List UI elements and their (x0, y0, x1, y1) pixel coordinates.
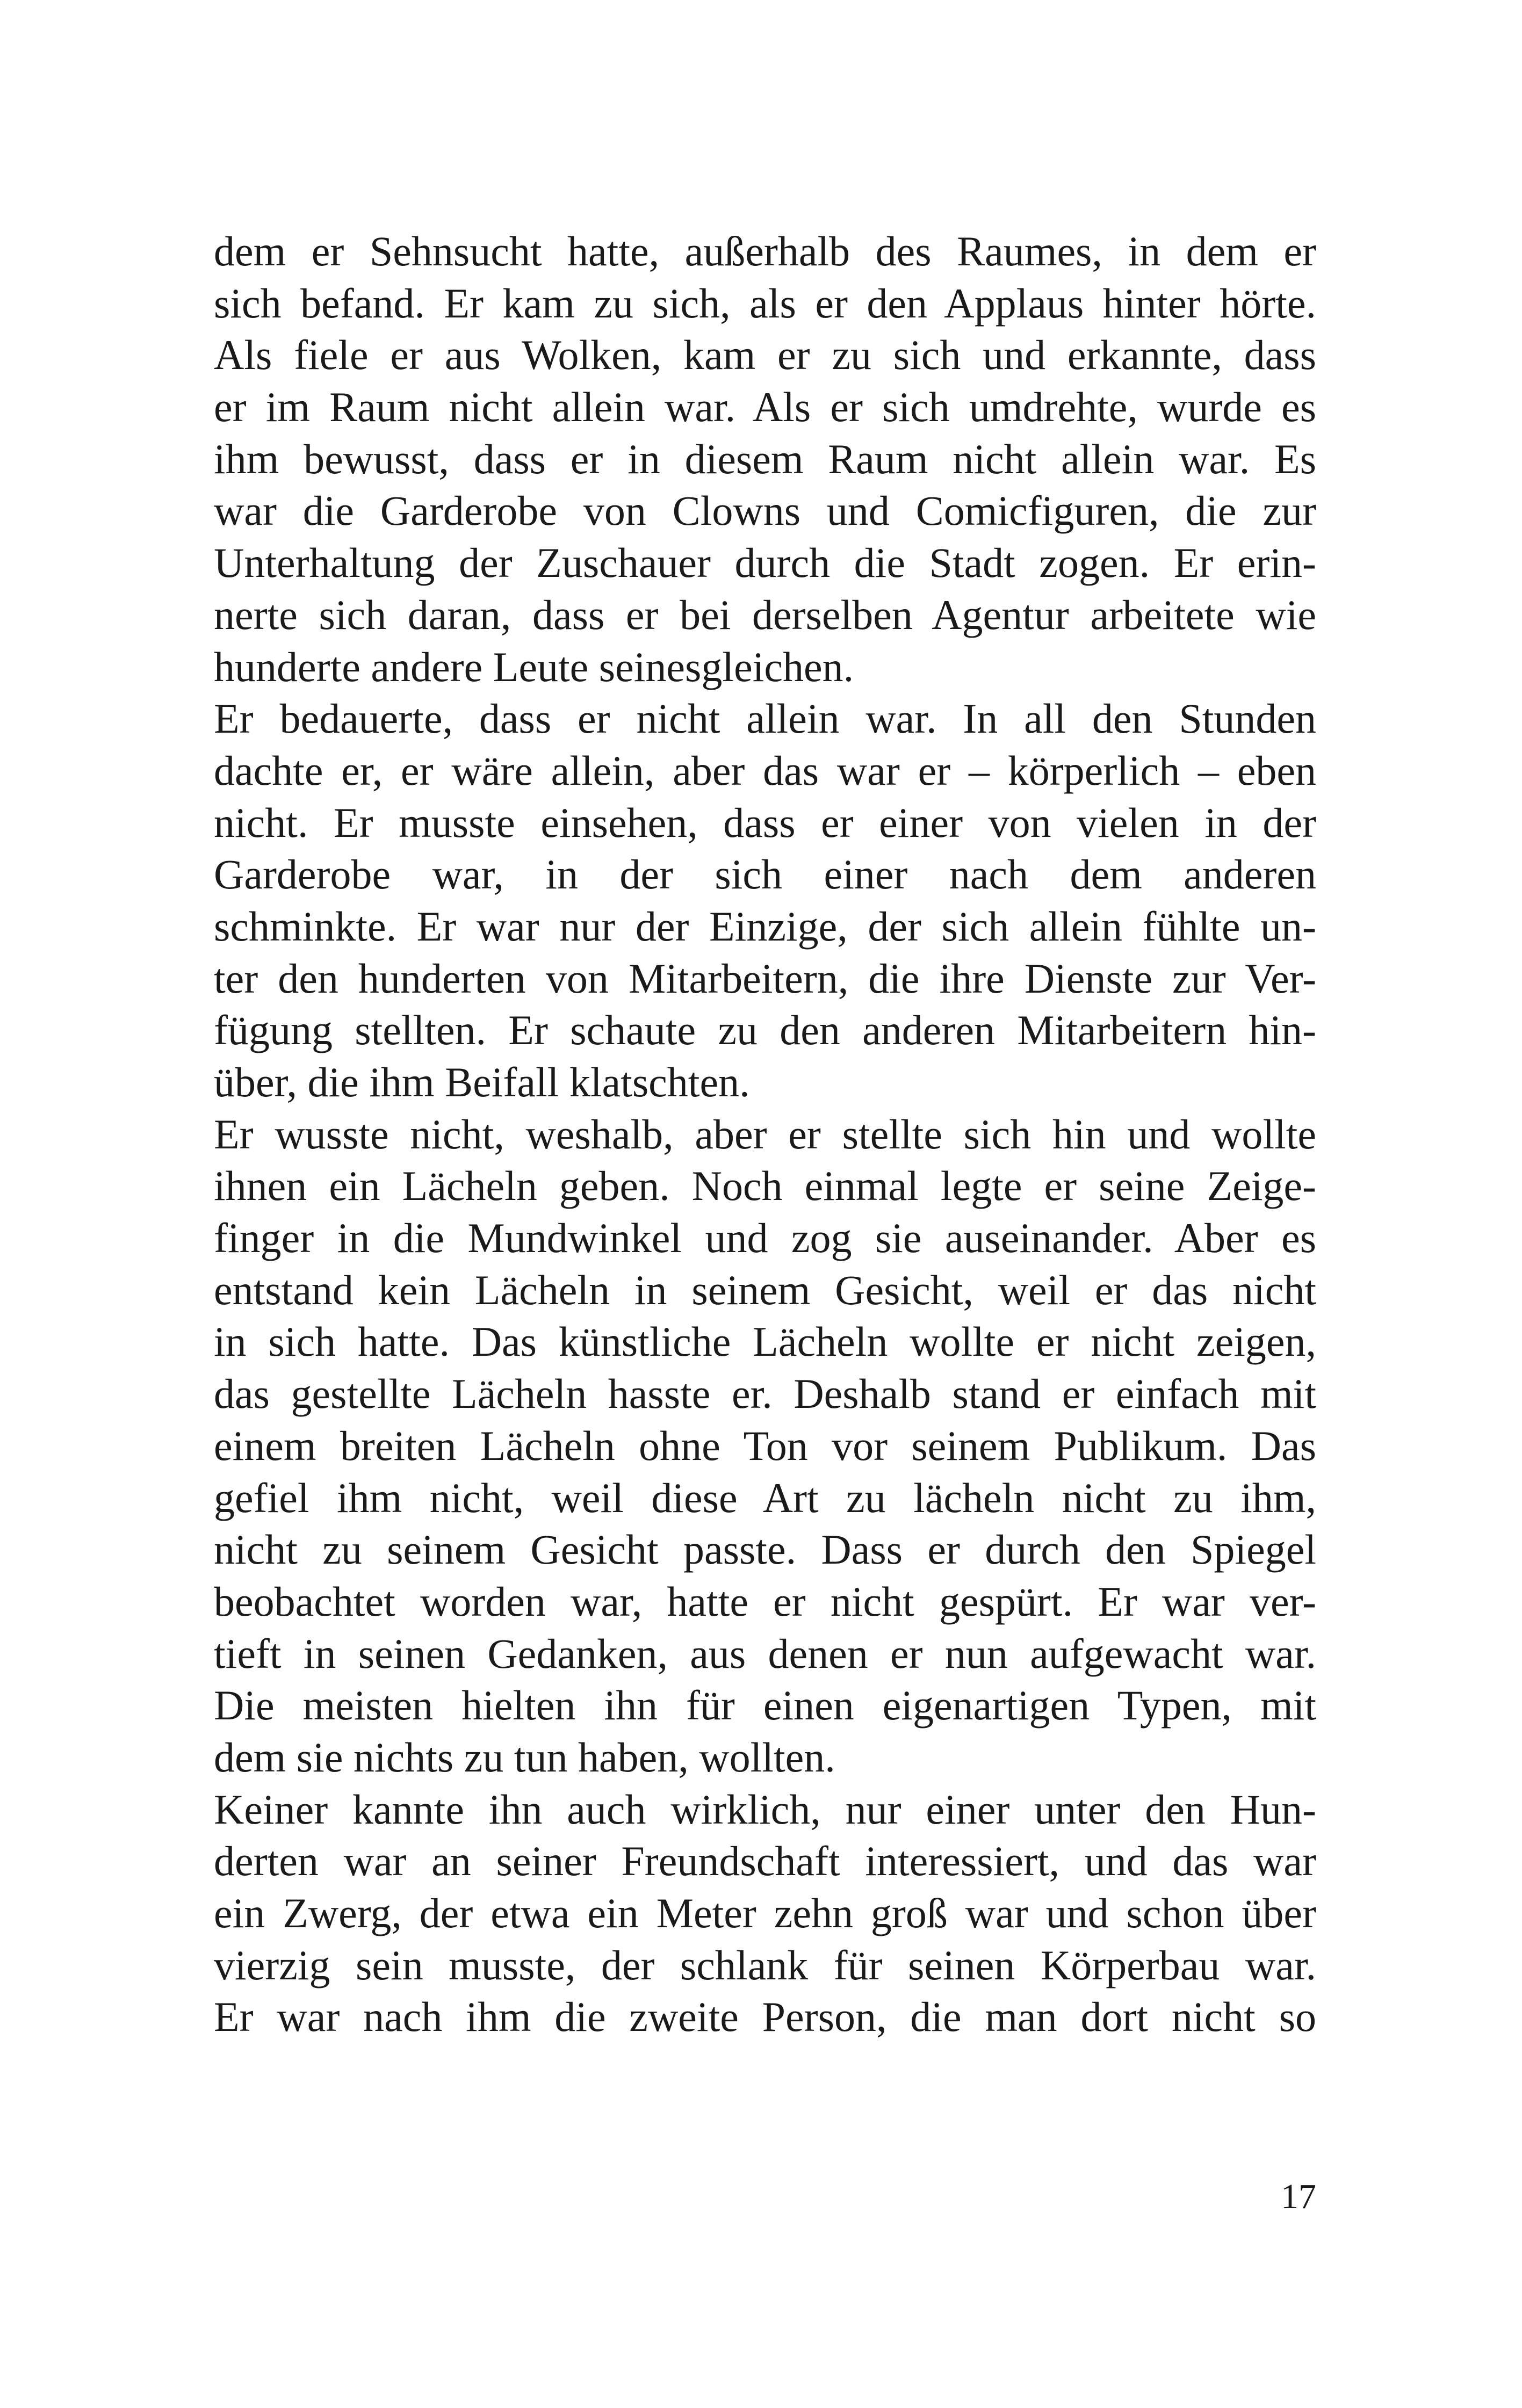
text-line: dem sie nichts zu tun haben, wollten. (214, 1733, 835, 1781)
page-number: 17 (1281, 2177, 1316, 2216)
text-line: ihnen ein Lächeln geben. Noch einmal legte er seine Zeige- (214, 1162, 1316, 1210)
text-line: ein Zwerg, der etwa ein Meter zehn groß war und schon über (214, 1890, 1316, 1936)
text-line: Garderobe war, in der sich einer nach dem anderen (214, 851, 1316, 898)
text-line: einem breiten Lächeln ohne Ton vor seinem Publikum. Das (214, 1422, 1316, 1469)
paragraph (214, 1109, 1316, 1784)
text-line: Er bedauerte, dass er nicht allein war. In all den Stunden (214, 695, 1316, 742)
paragraph (214, 226, 1316, 693)
text-line: das gestellte Lächeln hasste er. Deshalb stand er einfach mit (214, 1370, 1316, 1418)
text-line: war die Garderobe von Clowns und Comicfiguren, die zur (214, 487, 1316, 534)
text-line: Die meisten hielten ihn für einen eigenartigen Typen, mit (214, 1682, 1316, 1729)
text-line: nerte sich daran, dass er bei derselben Agentur arbeitete wie (214, 591, 1316, 638)
text-line: entstand kein Lächeln in seinem Gesicht, weil er das nicht (214, 1266, 1316, 1313)
text-line: sich befand. Er kam zu sich, als er den Applaus hinter hörte. (214, 279, 1316, 327)
text-line: vierzig sein musste, der schlank für seinen Körperbau war. (214, 1941, 1316, 1988)
text-line: gefiel ihm nicht, weil diese Art zu lächeln nicht zu ihm, (214, 1474, 1316, 1521)
text-line: dem er Sehnsucht hatte, außerhalb des Raumes, in dem er (214, 228, 1316, 274)
text-line: über, die ihm Beifall klatschten. (214, 1059, 750, 1105)
text-line: beobachtet worden war, hatte er nicht gespürt. Er war ver- (214, 1578, 1316, 1625)
text-line: ihm bewusst, dass er in diesem Raum nicht allein war. Es (214, 435, 1316, 482)
text-line: Er war nach ihm die zweite Person, die man dort nicht so (214, 1993, 1316, 2041)
text-line: finger in die Mundwinkel und zog sie auseinander. Aber es (214, 1214, 1316, 1262)
text-line: fügung stellten. Er schaute zu den anderen Mitarbeitern hin- (214, 1007, 1316, 1054)
text-line: Keiner kannte ihn auch wirklich, nur einer unter den Hun- (214, 1785, 1316, 1833)
text-line: nicht zu seinem Gesicht passte. Dass er durch den Spiegel (214, 1526, 1316, 1573)
text-line: Unterhaltung der Zuschauer durch die Stadt zogen. Er erin- (214, 539, 1316, 587)
text-line: nicht. Er musste einsehen, dass er einer von vielen in der (214, 799, 1316, 846)
text-line: ter den hunderten von Mitarbeitern, die ihre Dienste zur Ver- (214, 954, 1316, 1002)
text-line: Als fiele er aus Wolken, kam er zu sich und erkannte, dass (214, 331, 1316, 379)
body-text (214, 226, 1316, 2043)
paragraph (214, 693, 1316, 1109)
text-line: er im Raum nicht allein war. Als er sich umdrehte, wurde es (214, 384, 1316, 431)
paragraph (214, 1784, 1316, 2043)
text-line: dachte er, er wäre allein, aber das war er – körperlich – eben (214, 747, 1316, 794)
text-line: tieft in seinen Gedanken, aus denen er nun aufgewacht war. (214, 1630, 1316, 1677)
text-line: schminkte. Er war nur der Einzige, der sich allein fühlte un- (214, 902, 1316, 950)
text-line: in sich hatte. Das künstliche Lächeln wollte er nicht zeigen, (214, 1318, 1316, 1365)
text-line: hunderte andere Leute seinesgleichen. (214, 643, 854, 690)
text-line: derten war an seiner Freundschaft interessiert, und das war (214, 1838, 1316, 1885)
text-line: Er wusste nicht, weshalb, aber er stellte sich hin und wollte (214, 1110, 1316, 1158)
